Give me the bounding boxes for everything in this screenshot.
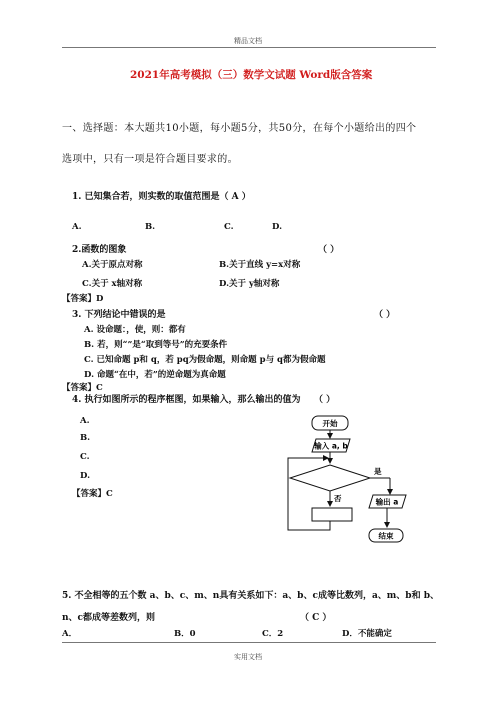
question-3-option-a: A. 设命题：，使，则：都有 (84, 325, 186, 335)
question-3-option-b: B. 若，则“”是“取到等号”的充要条件 (84, 340, 228, 350)
question-3-answer: 【答案】C (62, 383, 103, 393)
question-5-option-d: D．不能确定 (342, 629, 392, 639)
page-title: 2021年高考模拟（三）数学文试题 Word版含答案 (130, 69, 373, 81)
question-4-paren: （ ） (314, 395, 336, 405)
flowchart-no-label: 否 (334, 494, 342, 503)
page-header: 精品文档 (234, 37, 262, 45)
question-1-option-a: A. (72, 222, 82, 232)
flowchart-end-label: 结束 (378, 531, 394, 541)
question-4-option-b: B. (80, 433, 91, 443)
question-5-line1: 5. 不全相等的五个数 a、b、c、m、n具有关系如下：a、b、c成等比数列，a、m、b和 b、 (62, 591, 440, 601)
question-5-option-a: A． (62, 629, 78, 639)
question-2-answer: 【答案】D (62, 294, 104, 304)
flowchart-process-node (312, 508, 352, 521)
question-1-option-c: C. (224, 222, 234, 232)
question-2-option-c: C.关于 x轴对称 (82, 279, 143, 289)
footer-divider (62, 642, 436, 643)
question-5-option-c: C．2 (262, 629, 284, 639)
question-1-stem: 1. 已知集合若，则实数的取值范围是（ A ） (72, 192, 251, 202)
page-footer: 实用文档 (234, 653, 262, 661)
question-3-paren: （ ） (374, 310, 396, 320)
question-5-line2: n、c都成等差数列，则 (62, 613, 156, 623)
flowchart-input-label: 输入 a, b (314, 441, 348, 451)
question-3-option-d: D. 命题“在中，若”的逆命题为真命题 (84, 370, 226, 380)
question-2-paren: （ ） (318, 245, 340, 255)
flowchart-decision-node (290, 465, 370, 491)
header-divider (62, 47, 436, 48)
flowchart-start-label: 开始 (322, 419, 338, 428)
program-flowchart (270, 410, 420, 545)
question-3-stem: 3. 下列结论中错误的是 (72, 310, 166, 320)
question-4-option-d: D. (80, 471, 91, 481)
question-5-option-b: B．0 (174, 629, 196, 639)
flowchart-output-label: 输出 a (375, 497, 399, 507)
question-5-paren: （ C ） (300, 613, 332, 623)
question-4-option-c: C. (80, 452, 90, 462)
section-intro-line1: 一、选择题：本大题共10小题，每小题5分，共50分，在每个小题给出的四个 (62, 123, 417, 134)
question-2-option-a: A.关于原点对称 (82, 260, 143, 270)
question-4-stem: 4. 执行如图所示的程序框图，如果输入，那么输出的值为 (72, 395, 301, 405)
section-intro-line2: 选项中，只有一项是符合题目要求的。 (62, 154, 238, 165)
flowchart-yes-label: 是 (374, 467, 382, 476)
question-2-stem: 2.函数的图象 (72, 245, 127, 255)
question-3-option-c: C. 已知命题 p和 q，若 pq为假命题，则命题 p与 q都为假命题 (84, 355, 326, 365)
question-1-option-d: D. (272, 222, 283, 232)
question-2-option-b: B.关于直线 y=x对称 (219, 260, 301, 270)
question-4-answer: 【答案】C (72, 489, 113, 499)
question-4-option-a: A. (80, 416, 90, 426)
question-1-option-b: B. (145, 222, 156, 232)
question-2-option-d: D.关于 y轴对称 (219, 279, 280, 289)
